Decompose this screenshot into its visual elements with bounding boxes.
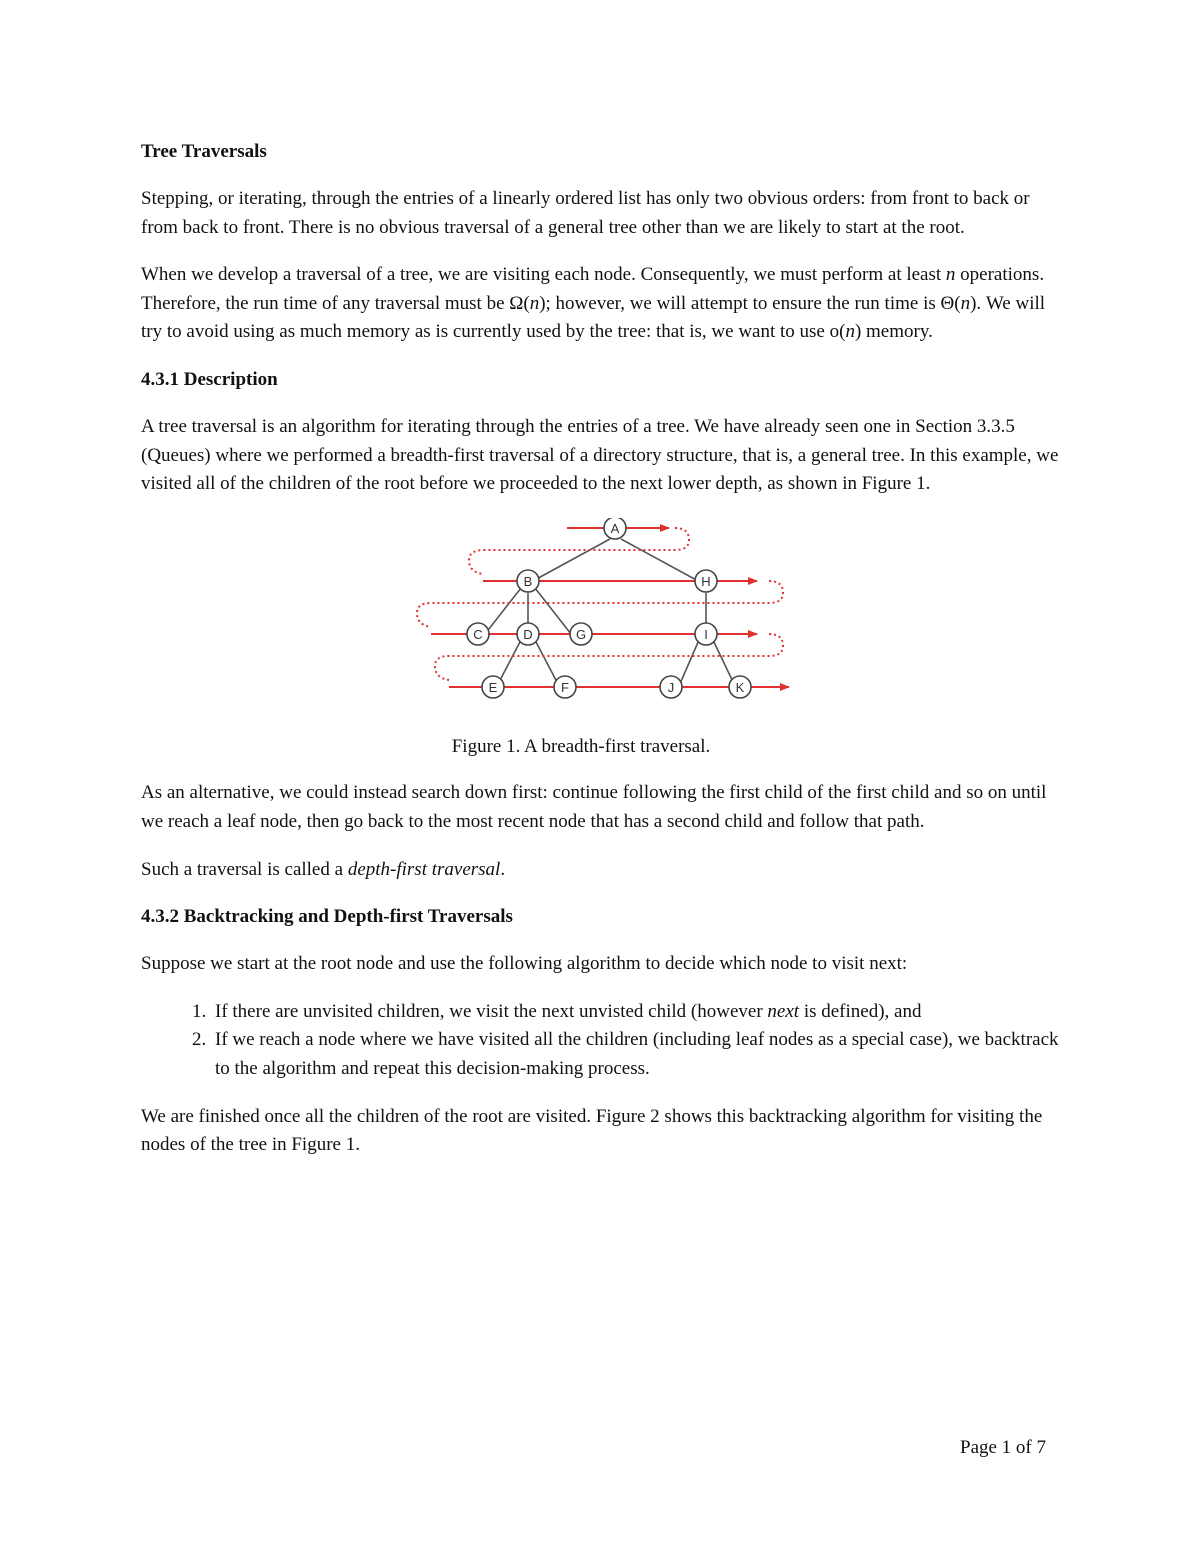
- document-body: [141, 138, 1061, 1179]
- node-label: I: [704, 626, 708, 642]
- traversal-level-arrows: [431, 528, 789, 687]
- description-paragraph-3: Such a traversal is called a depth-first traversal.: [141, 858, 506, 880]
- tree-nodes: [467, 518, 751, 698]
- intro-paragraph-2: When we develop a traversal of a tree, we are visiting each node. Consequently, we must perform at least n operations. Therefore, the run time of any traversal must be Ω(n); however, we will attempt to ensure the run time is Θ(n). We will try to avoid using as much memory as is currently used by the tree: that is, we want to use o(n) memory.: [141, 264, 1046, 343]
- node-label: H: [701, 573, 711, 589]
- list-item: 1. If there are unvisited children, we visit the next unvisted child (however next is defined), and: [211, 998, 1061, 1027]
- section-heading-description: 4.3.1 Description: [141, 368, 278, 390]
- description-paragraph-1: A tree traversal is an algorithm for iterating through the entries of a tree. We have already seen one in Section 3.3.5 (Queues) where we performed a breadth-first traversal of a directory structure, that is, a general tree. In this example, we visited all of the children of the root before we proceeded to the next lower depth, as shown in Figure 1.: [141, 415, 1059, 495]
- description-paragraph-2: As an alternative, we could instead search down first: continue following the first child of the first child and so on until we reach a leaf node, then go back to the most recent node that has a second child and follow that path.: [141, 782, 1047, 832]
- traversal-wrap-paths: [417, 528, 783, 680]
- node-label: J: [667, 679, 675, 695]
- node-labels: [473, 521, 744, 695]
- page-title: Tree Traversals: [141, 141, 267, 162]
- node-label: K: [735, 679, 745, 695]
- section-heading-backtracking: 4.3.2 Backtracking and Depth-first Traversals: [141, 906, 513, 928]
- tree-edges: [485, 539, 735, 686]
- backtracking-paragraph-1: Suppose we start at the root node and use the following algorithm to decide which node to visit next:: [141, 953, 908, 975]
- node-label: C: [473, 626, 483, 642]
- breadth-first-tree-diagram: [407, 518, 797, 714]
- node-label: G: [575, 626, 587, 642]
- page-number: Page 1 of 7: [960, 1437, 1047, 1458]
- figure-caption: Figure 1. A breadth-first traversal.: [451, 735, 711, 757]
- figure-breadth-first: [141, 518, 1061, 733]
- node-label: A: [610, 520, 620, 536]
- node-label: F: [561, 679, 569, 695]
- intro-paragraph-1: Stepping, or iterating, through the entries of a linearly ordered list has only two obvious orders: from front to back or from back to front. There is no obvious traversal of a general tree other than we are likely to start at the root.: [141, 188, 1030, 238]
- node-label: B: [523, 573, 533, 589]
- algorithm-steps-list: [141, 998, 1061, 1084]
- node-label: D: [523, 626, 533, 642]
- node-label: E: [488, 679, 498, 695]
- backtracking-paragraph-2: We are finished once all the children of the root are visited. Figure 2 shows this backtracking algorithm for visiting the nodes of the tree in Figure 1.: [141, 1105, 1043, 1156]
- list-item: 2. If we reach a node where we have visited all the children (including leaf nodes as a special case), we backtrack to the algorithm and repeat this decision-making process.: [211, 1026, 1061, 1083]
